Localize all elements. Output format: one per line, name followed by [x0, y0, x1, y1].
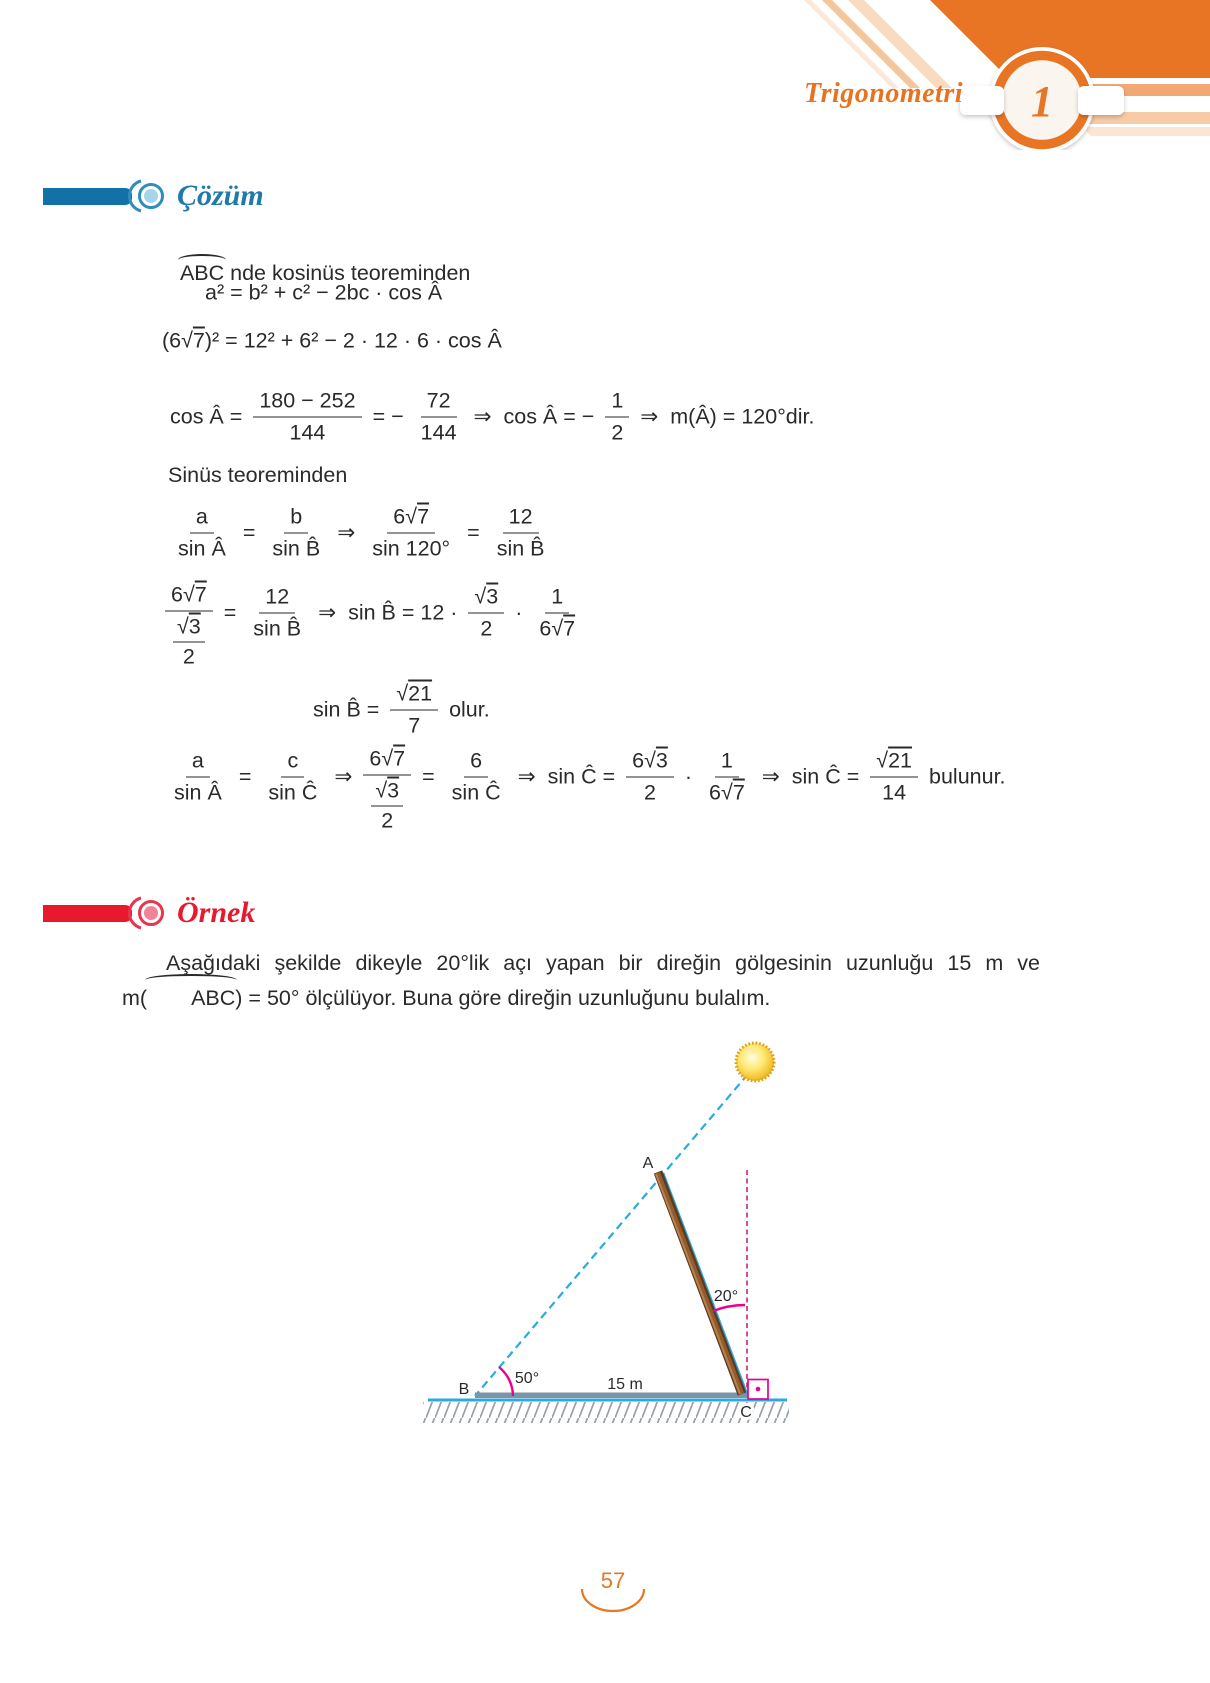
numerator: √21	[390, 682, 438, 711]
shadow-bar	[475, 1393, 768, 1399]
chapter-number: 1	[1031, 77, 1053, 126]
fraction	[363, 747, 411, 834]
target-circle-icon	[126, 894, 168, 932]
fraction	[870, 749, 918, 806]
example-text-part: m(	[122, 985, 148, 1010]
numerator: a	[190, 505, 214, 534]
fraction	[446, 749, 507, 806]
fraction	[415, 389, 463, 446]
numerator: 6√7	[165, 583, 213, 612]
angle-label-20: 20°	[713, 1288, 739, 1305]
numerator: 12	[503, 505, 539, 534]
denominator: sin Â	[178, 536, 226, 561]
solution-title: Çözüm	[177, 179, 264, 212]
fraction	[262, 749, 323, 806]
denominator: 144	[420, 420, 457, 445]
numerator: 6√7	[363, 747, 411, 776]
fraction	[253, 389, 361, 446]
denominator: 7	[408, 713, 421, 738]
numerator: 1	[715, 749, 739, 778]
example-header-bar	[43, 905, 132, 922]
sine-theorem-intro: Sinüs teoreminden	[168, 463, 348, 487]
angle-expression	[122, 986, 299, 1010]
equation-sine-theorem-2	[165, 557, 581, 670]
math-token: = −	[372, 404, 404, 429]
math-token: bulunur.	[929, 764, 1006, 789]
sun-icon	[736, 1043, 774, 1081]
denominator: sin 120°	[372, 536, 451, 561]
denominator	[365, 776, 409, 834]
solution-header-bar	[43, 188, 132, 205]
numerator: √3	[468, 585, 504, 614]
badge-left-tab	[960, 86, 1004, 115]
fraction	[165, 583, 213, 670]
triangle-abc-label: ABC	[147, 981, 235, 1016]
fraction	[168, 749, 228, 806]
equation-sine-theorem-1	[172, 505, 551, 562]
denominator: 6√7	[539, 616, 576, 641]
equation-cosine-values	[162, 329, 502, 354]
fraction	[491, 505, 551, 562]
math-token: =	[242, 520, 256, 545]
denominator: 2	[381, 808, 394, 833]
numerator: 6√7	[387, 505, 435, 534]
denominator: 2	[611, 420, 624, 445]
solution-header	[43, 176, 264, 216]
numerator: 180 − 252	[253, 389, 361, 418]
denominator	[167, 612, 211, 670]
denominator: 2	[182, 644, 195, 669]
example-title: Örnek	[177, 896, 256, 929]
numerator: √21	[870, 749, 918, 778]
denominator: 144	[289, 420, 326, 445]
pole-body	[658, 1173, 742, 1394]
denominator: sin Ĉ	[268, 780, 318, 805]
numerator: 1	[545, 585, 569, 614]
fraction	[605, 389, 629, 446]
math-token: =	[223, 600, 237, 625]
equation-cosine-theorem	[205, 281, 442, 306]
math-token: =	[422, 764, 435, 789]
math-token: ⇒	[337, 520, 356, 545]
math-token: ⇒ sin B̂ = 12 ·	[318, 600, 458, 625]
example-header	[43, 893, 255, 933]
numerator: 6	[464, 749, 488, 778]
math-token: a² = b² + c² − 2bc · cos Â	[205, 280, 443, 305]
math-token: ·	[684, 764, 693, 789]
point-label-b: B	[458, 1381, 470, 1398]
math-token: olur.	[449, 697, 490, 722]
numerator: 1	[605, 389, 629, 418]
math-token: ⇒ m(Â) = 120°dir.	[640, 404, 815, 429]
horizontal-stripe	[1082, 127, 1210, 136]
fraction	[468, 585, 504, 642]
ground-hatching	[423, 1402, 789, 1423]
denominator: sin B̂	[496, 536, 545, 561]
nested-fraction	[371, 779, 403, 834]
denominator: 6√7	[709, 780, 745, 805]
denominator: sin B̂	[253, 616, 302, 641]
math-token: cos Â =	[170, 404, 243, 429]
numerator: 6√3	[626, 749, 674, 778]
diagonal-stripe	[804, 0, 899, 88]
page-number: 57	[600, 1568, 626, 1593]
header-decoration	[0, 0, 1210, 150]
point-label-c: C	[740, 1404, 752, 1421]
nested-fraction	[173, 615, 205, 670]
angle-label-50: 50°	[514, 1370, 540, 1387]
chapter-title: Trigonometri	[804, 78, 963, 109]
fraction	[533, 585, 581, 642]
math-token: (6√7)² = 12² + 6² − 2 · 12 · 6 · cos Â	[162, 328, 502, 353]
denominator: 14	[882, 780, 907, 805]
pole-highlight	[656, 1174, 740, 1394]
shadow-length-label: 15 m	[607, 1376, 643, 1393]
math-token: =	[238, 764, 252, 789]
fraction	[703, 749, 751, 806]
math-token: ·	[515, 600, 523, 625]
math-token: sin B̂ =	[313, 697, 380, 722]
example-text-part: Aşağıdaki şekilde dikeyle 20°lik açı yapan bir direğin gölgesinin uzunluğu 15 m ve	[166, 951, 1040, 975]
numerator: 12	[259, 585, 295, 614]
triangle-abc-label: ABC	[179, 261, 225, 285]
numerator: 72	[421, 389, 457, 418]
denominator: sin Ĉ	[451, 780, 501, 805]
page-number-tab	[490, 1555, 740, 1617]
denominator: 2	[480, 616, 493, 641]
header-diagonal-stripes	[804, 0, 952, 88]
angle-arc-50	[499, 1367, 513, 1396]
badge-right-tab	[1078, 86, 1124, 115]
equation-cosine-result	[170, 389, 814, 446]
target-circle-icon	[126, 177, 168, 215]
fraction	[172, 505, 232, 562]
fraction	[247, 585, 307, 642]
right-angle-dot	[756, 1387, 761, 1392]
numerator: b	[284, 505, 308, 534]
denominator: 2	[644, 780, 656, 805]
example-text-part: ) = 50°	[235, 985, 300, 1010]
denominator: sin Â	[174, 780, 222, 805]
denominator: sin B̂	[272, 536, 321, 561]
math-token: ⇒ sin Ĉ =	[517, 764, 616, 789]
numerator: a	[186, 749, 210, 778]
math-token: ⇒ sin Ĉ =	[761, 764, 860, 789]
numerator: c	[281, 749, 304, 778]
fraction	[266, 505, 326, 562]
point-label-a: A	[642, 1155, 654, 1172]
numerator: √3	[173, 615, 205, 643]
angle-arc-20	[713, 1305, 745, 1311]
solution-intro-line	[168, 236, 470, 286]
fraction	[626, 749, 674, 806]
pole-shadow-figure	[390, 1000, 810, 1440]
math-token: =	[467, 520, 480, 545]
example-text-part: ölçülüyor. Buna göre direğin uzunluğunu bulalım.	[299, 985, 771, 1010]
fraction	[366, 505, 456, 562]
math-token: ⇒	[334, 764, 353, 789]
math-token: ⇒ cos Â = −	[473, 404, 595, 429]
equation-sine-theorem-3	[168, 721, 1006, 834]
intro-text: nde kosinüs teoreminden	[224, 261, 471, 285]
numerator: √3	[371, 779, 403, 807]
sun-ray-dashed-line	[475, 1074, 748, 1396]
